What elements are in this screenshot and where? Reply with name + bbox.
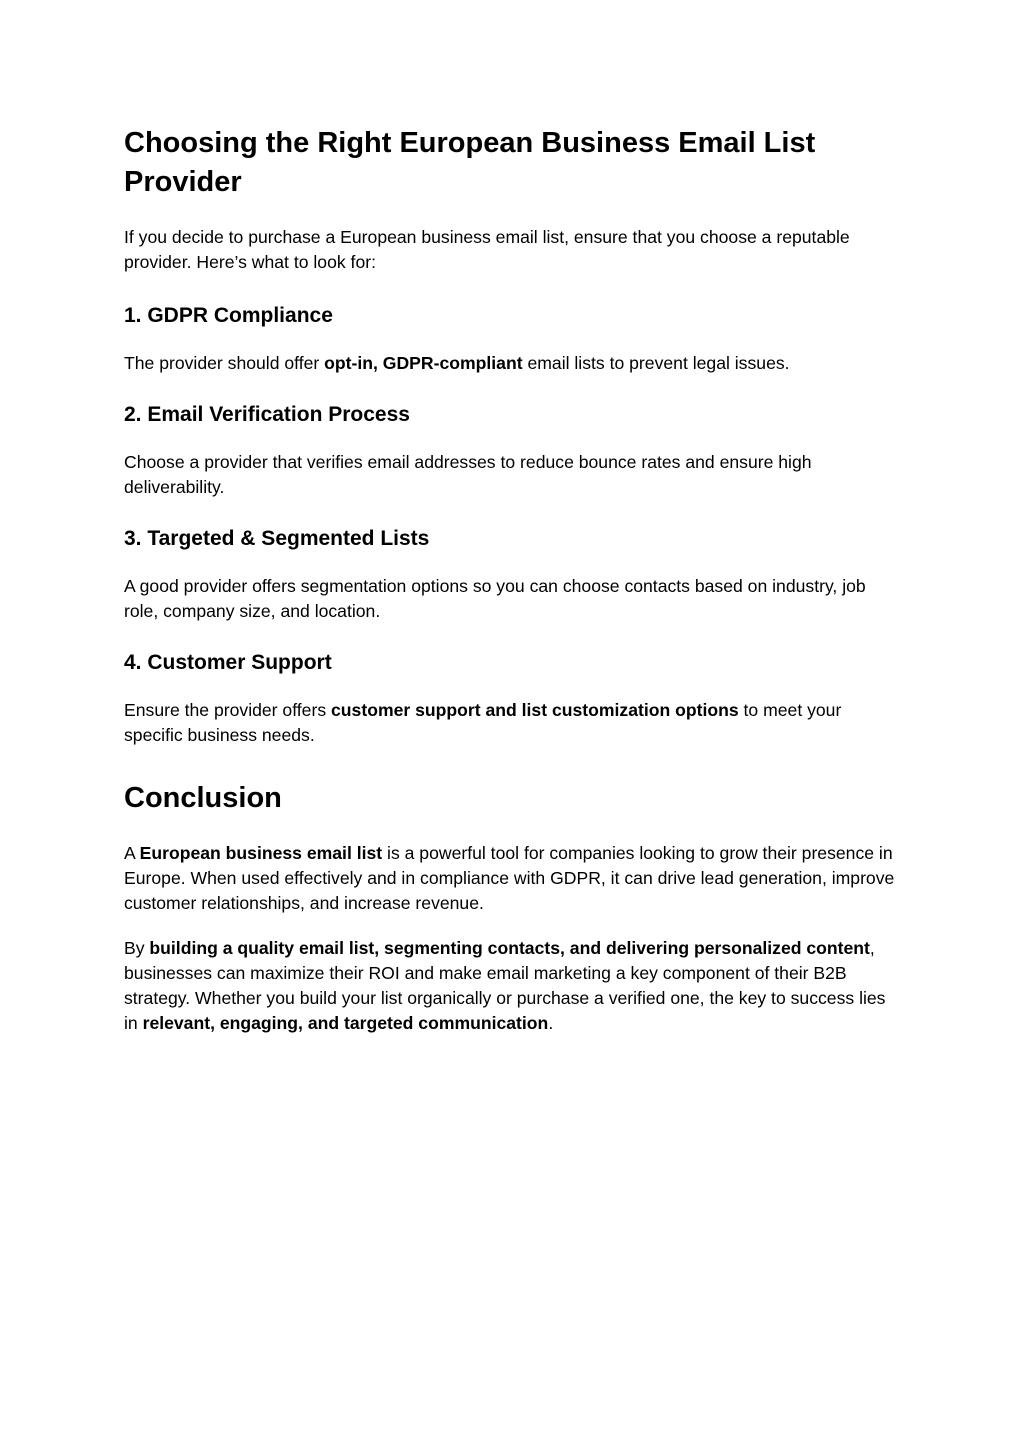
text-run: A [124,843,140,863]
text-run: . [548,1013,554,1033]
section-body-verification: Choose a provider that verifies email addresses to reduce bounce rates and ensure high deliverability. [124,452,812,497]
section-heading-targeted: 3. Targeted & Segmented Lists [124,527,430,550]
section-heading-support: 4. Customer Support [124,651,332,674]
document-page [124,120,904,1036]
text-run: email lists to prevent legal issues. [522,353,790,373]
section-heading-gdpr: 1. GDPR Compliance [124,304,333,327]
text-run: to meet your specific business needs. [124,700,842,745]
bold-text: relevant, engaging, and targeted communication [142,1013,549,1033]
conclusion-paragraph-1 [124,841,904,916]
bold-text: opt-in, GDPR-compliant [324,353,523,373]
intro-paragraph: If you decide to purchase a European business email list, ensure that you choose a reputable provider. Here’s what to look for: [124,227,850,272]
text-run: The provider should offer [124,353,325,373]
section-body-targeted: A good provider offers segmentation options so you can choose contacts based on industry, job role, company size, and location. [124,576,866,621]
section-body-gdpr [124,351,904,376]
text-run: is a powerful tool for companies looking to grow their presence in Europe. When used effectively and in compliance with GDPR, it can drive lead generation, improve customer relationships, and increase revenue. [124,843,895,913]
section-body-support [124,698,904,748]
bold-text: European business email list [139,843,383,863]
bold-text: customer support and list customization options [331,700,739,720]
conclusion-paragraph-2 [124,936,904,1036]
text-run: Ensure the provider offers [124,700,332,720]
section-heading-verification: 2. Email Verification Process [124,403,410,426]
bold-text: building a quality email list, segmenting contacts, and delivering personalized content [149,938,870,958]
text-run: By [124,938,150,958]
conclusion-heading: Conclusion [124,782,282,814]
page-title: Choosing the Right European Business Email List Provider [124,127,816,198]
text-run: , businesses can maximize their ROI and make email marketing a key component of their B2B strategy. Whether you build your list organically or purchase a verified one, the key to success lies in [124,938,886,1033]
